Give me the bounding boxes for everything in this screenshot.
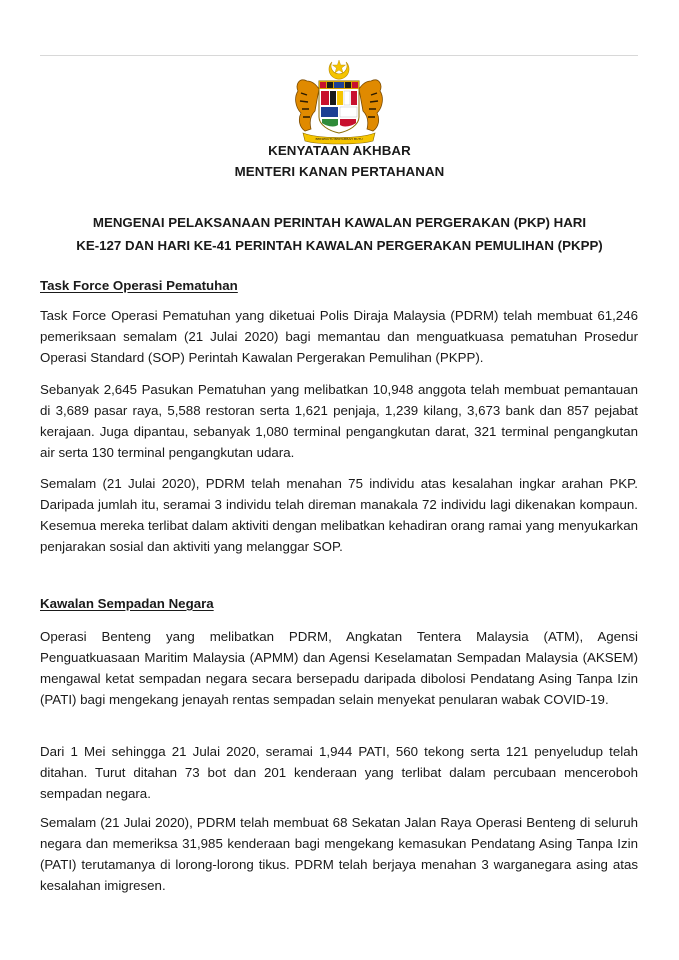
subject-line-1: MENGENAI PELAKSANAAN PERINTAH KAWALAN PERGERAKAN (PKP) HARI [92,215,587,230]
release-type-heading: KENYATAAN AKHBAR [268,143,411,158]
section-title-task-force: Task Force Operasi Pematuhan [40,278,238,293]
paragraph: Dari 1 Mei sehingga 21 Julai 2020, seramai 1,944 PATI, 560 tekong serta 121 penyeludup telah ditahan. Turut ditahan 73 bot dan 201 kenderaan yang terlibat dalam percubaan menceroboh sempadan negara. [40,744,638,801]
paragraph: Task Force Operasi Pematuhan yang diketuai Polis Diraja Malaysia (PDRM) telah membuat 61,246 pemeriksaan semalam (21 Julai 2020) bagi memantau dan menguatkuasa pematuhan Prosedur Operasi Standard (SOP) Perintah Kawalan Pergerakan Pemulihan (PKPP). [40,308,638,365]
paragraph: Semalam (21 Julai 2020), PDRM telah menahan 75 individu atas kesalahan ingkar arahan PKP. Daripada jumlah itu, seramai 3 individu telah direman manakala 72 individu lagi dikenakan kompaun. Kesemua mereka terlibat dalam aktiviti dengan melibatkan kehadiran orang ramai yang menyukarkan penjarakan sosial dan aktiviti yang melanggar SOP. [40,476,638,554]
top-divider [40,55,638,56]
subject-line-2: KE-127 DAN HARI KE-41 PERINTAH KAWALAN PERGERAKAN PEMULIHAN (PKPP) [76,238,603,253]
malaysia-coat-of-arms-icon [289,59,389,145]
paragraph: Semalam (21 Julai 2020), PDRM telah membuat 68 Sekatan Jalan Raya Operasi Benteng di seluruh negara dan memeriksa 31,985 kenderaan bagi mengekang kemasukan Pendatang Asing Tanpa Izin (PATI) terutamanya di lorong-lorong tikus. PDRM telah berjaya menahan 3 warganegara asing atas kesalahan imigresen. [40,815,638,893]
svg-text:BERSEKUTU BERTAMBAH MUTU: BERSEKUTU BERTAMBAH MUTU [315,137,363,141]
subject-heading [0,211,679,257]
issuer-heading: MENTERI KANAN PERTAHANAN [234,164,445,179]
paragraph: Sebanyak 2,645 Pasukan Pematuhan yang melibatkan 10,948 anggota telah membuat pemantauan di 3,689 pasar raya, 5,588 restoran serta 1,621 penjaja, 1,239 kilang, 3,673 bank dan 857 pejabat kerajaan. Juga dipantau, sebanyak 1,080 terminal pengangkutan darat, 321 terminal pengangkutan air serta 130 terminal pengangkutan udara. [40,382,638,460]
paragraph: Operasi Benteng yang melibatkan PDRM, Angkatan Tentera Malaysia (ATM), Agensi Penguatkuasaan Maritim Malaysia (APMM) dan Agensi Keselamatan Sempadan Malaysia (AKSEM) mengawal ketat sempadan negara secara bersepadu daripada dibolosi Pendatang Asing Tanpa Izin (PATI) bagi mengekang jenayah rentas sempadan selain menyekat penularan wabak COVID-19. [40,629,638,707]
section-title-border-control: Kawalan Sempadan Negara [40,596,214,611]
